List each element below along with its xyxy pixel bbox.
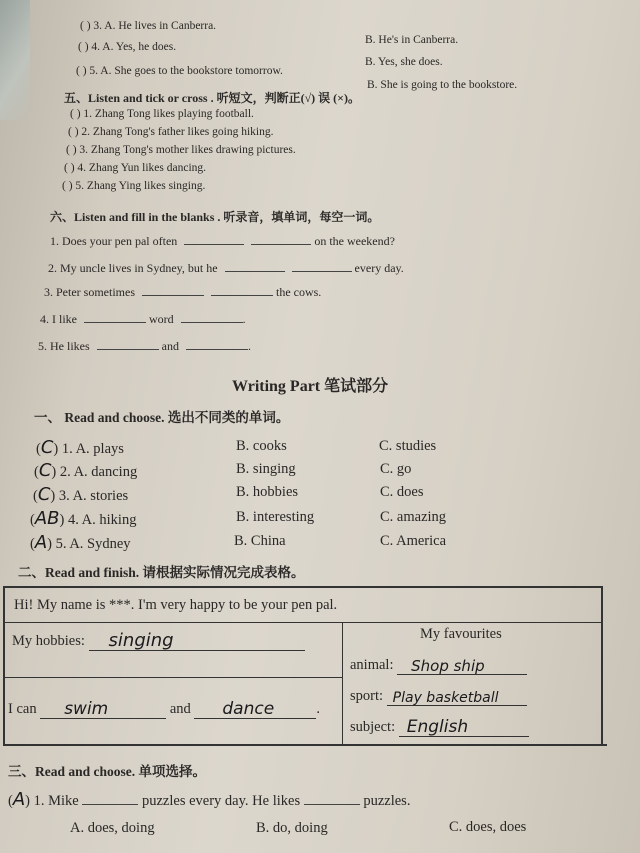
hobbies-answer: singing <box>108 630 174 651</box>
answer-blank[interactable] <box>211 283 273 296</box>
option-a: 1. A. plays <box>61 441 124 457</box>
choose-row-1 <box>36 437 124 458</box>
period: . <box>316 701 321 717</box>
answer-blank[interactable] <box>184 232 244 245</box>
and-word: and <box>169 701 191 717</box>
writing-section-1-title: 一、 Read and choose. 选出不同类的单词。 <box>34 410 290 425</box>
handwritten-answer: A <box>34 532 48 553</box>
answer-paren: ( ) <box>70 108 81 120</box>
subject-answer: English <box>406 717 469 737</box>
answer-paren: ( ) <box>80 20 91 32</box>
sport-label: sport: <box>350 688 384 704</box>
item-text: . <box>247 339 251 353</box>
fill-blank-item-3 <box>44 283 321 300</box>
answer-paren: ( ) <box>76 65 87 77</box>
hobbies-answer-line[interactable] <box>89 630 305 651</box>
answer-paren: ( ) <box>66 144 77 156</box>
handwritten-answer: C <box>37 484 51 505</box>
option-a: 5. A. Sydney <box>55 536 131 552</box>
choose-row-3 <box>33 484 128 505</box>
hobbies-label: My hobbies: <box>12 633 85 649</box>
answer-paren: (C) <box>33 484 56 505</box>
answer-blank[interactable] <box>82 791 138 805</box>
ican-answer-line-1[interactable] <box>40 701 166 719</box>
answer-paren: ( ) <box>78 41 89 53</box>
item-text: and <box>161 339 179 353</box>
q1-option-b: B. do, doing <box>256 820 328 836</box>
section-6-title: 六、Listen and fill in the blanks . 听录音，填单词，每空一词。 <box>50 210 380 224</box>
item-text: 2. Zhang Tong's father likes going hiking. <box>81 126 274 138</box>
answer-paren: ( ) <box>64 162 75 174</box>
listen-item-5-option-b: B. She is going to the bookstore. <box>367 79 518 91</box>
answer-paren: (AB) <box>30 508 65 529</box>
section-5-item <box>70 108 254 120</box>
listen-item-4 <box>78 41 176 53</box>
answer-paren: (A) <box>8 789 31 810</box>
answer-blank[interactable] <box>251 232 311 245</box>
sport-row <box>350 688 527 706</box>
ican-answer-line-2[interactable] <box>194 701 316 719</box>
choose-row-4-option-c: C. amazing <box>380 509 447 525</box>
answer-blank[interactable] <box>292 259 352 272</box>
item-text: the cows. <box>275 285 322 299</box>
hobbies-row <box>12 630 305 651</box>
answer-paren: (A) <box>30 532 53 553</box>
listen-item-4-option-b: B. Yes, she does. <box>365 56 443 68</box>
answer-paren: ( ) <box>62 180 73 192</box>
listen-item-3-option-b: B. He's in Canberra. <box>365 34 459 46</box>
answer-blank[interactable] <box>97 337 159 350</box>
answer-paren: ( ) <box>68 126 79 138</box>
choose-row-3-option-c: C. does <box>380 484 424 500</box>
item-text: 5. Zhang Ying likes singing. <box>75 180 206 192</box>
handwritten-answer: A <box>12 789 26 810</box>
answer-blank[interactable] <box>304 791 360 805</box>
answer-blank[interactable] <box>84 310 146 323</box>
ican-answer-2: dance <box>222 699 275 719</box>
listen-item-3 <box>80 20 216 32</box>
item-text: . <box>242 312 246 326</box>
choose-row-3-option-b: B. hobbies <box>236 484 299 500</box>
answer-paren: (C) <box>34 460 57 481</box>
choose-row-5-option-b: B. China <box>234 533 286 549</box>
answer-blank[interactable] <box>142 283 204 296</box>
option-a: 4. A. hiking <box>67 512 137 528</box>
animal-row <box>350 657 527 675</box>
choose-row-2 <box>34 460 137 481</box>
section-5-item <box>64 162 206 174</box>
section-5-item <box>66 144 296 156</box>
choose-row-1-option-b: B. cooks <box>236 438 287 454</box>
choose-row-2-option-c: C. go <box>380 461 412 477</box>
choose-row-2-option-b: B. singing <box>236 461 296 477</box>
fill-blank-item-4 <box>40 310 246 327</box>
single-choice-q1 <box>8 789 410 810</box>
fill-blank-item-2 <box>48 259 404 276</box>
section-5-title: 五、Listen and tick or cross . 听短文，判断正(√) 误 (×)。 <box>64 91 360 105</box>
animal-label: animal: <box>350 657 394 673</box>
q1-option-c: C. does, does <box>449 819 527 835</box>
choose-row-5 <box>30 532 131 553</box>
handwritten-answer: C <box>38 460 52 481</box>
answer-blank[interactable] <box>181 310 243 323</box>
listen-item-text: 3. A. He lives in Canberra. <box>93 20 217 32</box>
option-a: 3. A. stories <box>58 488 129 504</box>
question-text: 1. Mike <box>33 793 79 809</box>
item-text: on the weekend? <box>314 234 395 248</box>
writing-section-3-title: 三、Read and choose. 单项选择。 <box>8 764 207 779</box>
question-text: puzzles every day. He likes <box>142 793 301 809</box>
sport-answer-line[interactable] <box>387 688 527 706</box>
choose-row-4-option-b: B. interesting <box>236 509 315 525</box>
listen-item-text: 5. A. She goes to the bookstore tomorrow. <box>89 65 283 77</box>
item-text: word <box>149 312 174 326</box>
item-text: every day. <box>354 261 404 275</box>
item-text: 1. Does your pen pal often <box>50 234 178 248</box>
animal-answer-line[interactable] <box>397 657 527 675</box>
choose-row-4 <box>30 508 136 529</box>
subject-label: subject: <box>350 719 396 735</box>
listen-item-text: 4. A. Yes, he does. <box>91 41 177 53</box>
listen-item-5 <box>76 65 283 77</box>
item-text: 4. I like <box>40 312 77 326</box>
ican-row <box>8 701 320 719</box>
handwritten-answer: AB <box>34 508 60 529</box>
favourites-title: My favourites <box>420 626 502 642</box>
answer-blank[interactable] <box>186 337 248 350</box>
choose-row-5-option-c: C. America <box>380 533 447 549</box>
writing-part-title: Writing Part 笔试部分 <box>232 378 389 395</box>
ican-label: I can <box>8 701 37 717</box>
item-text: 5. He likes <box>38 339 90 353</box>
writing-section-2-title: 二、Read and finish. 请根据实际情况完成表格。 <box>18 565 305 580</box>
item-text: 4. Zhang Yun likes dancing. <box>77 162 207 174</box>
subject-answer-line[interactable] <box>399 719 529 737</box>
answer-paren: (C) <box>36 437 59 458</box>
choose-row-1-option-c: C. studies <box>379 438 437 454</box>
question-text: puzzles. <box>363 793 411 809</box>
section-5-item <box>62 180 205 192</box>
page-fold-shadow <box>0 0 30 120</box>
option-a: 2. A. dancing <box>59 464 138 480</box>
item-text: 3. Peter sometimes <box>44 285 135 299</box>
fill-blank-item-1 <box>50 232 395 249</box>
q1-option-a: A. does, doing <box>70 820 155 836</box>
item-text: 3. Zhang Tong's mother likes drawing pictures. <box>79 144 296 156</box>
item-text: 2. My uncle lives in Sydney, but he <box>48 261 218 275</box>
handwritten-answer: C <box>40 437 54 458</box>
item-text: 1. Zhang Tong likes playing football. <box>83 108 254 120</box>
animal-answer: Shop ship <box>411 657 485 675</box>
ican-answer-1: swim <box>64 699 109 719</box>
sport-answer: Play basketball <box>392 690 499 706</box>
section-5-item <box>68 126 273 138</box>
fill-blank-item-5 <box>38 337 251 354</box>
pen-pal-intro: Hi! My name is ***. I'm very happy to be your pen pal. <box>14 597 338 613</box>
subject-row <box>350 719 529 737</box>
answer-blank[interactable] <box>225 259 285 272</box>
